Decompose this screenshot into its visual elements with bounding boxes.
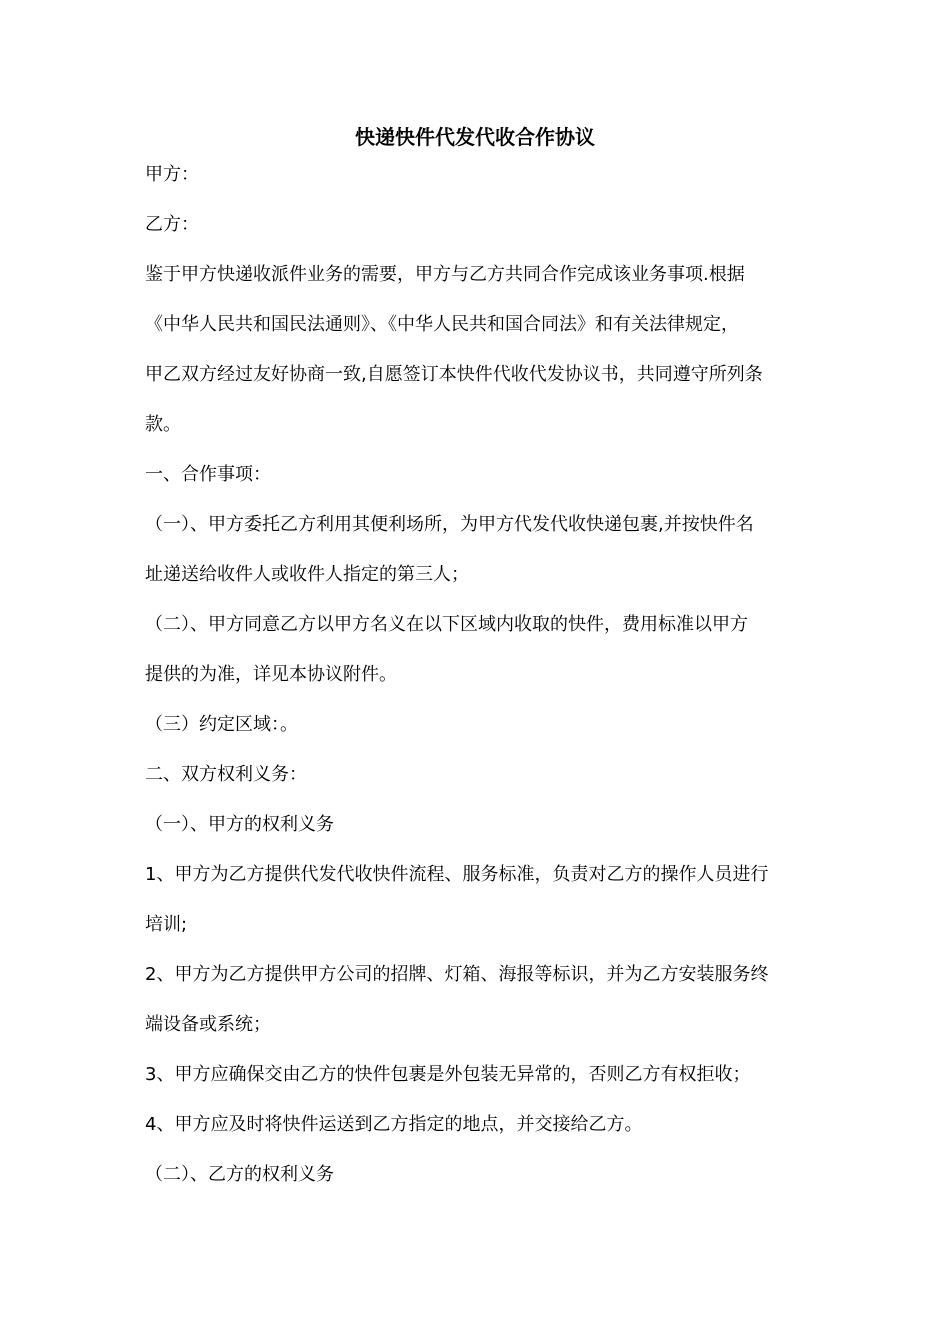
section-heading-cooperation: 一、合作事项： xyxy=(145,464,271,485)
item-a2-line-2: 端设备或系统； xyxy=(145,1014,271,1035)
party-a-line: 甲方： xyxy=(145,164,199,185)
item-a1-line-1: 1、甲方为乙方提供代发代收快件流程、服务标准，负责对乙方的操作人员进行 xyxy=(145,864,769,885)
subsection-party-a-rights: （一）、甲方的权利义务 xyxy=(145,814,334,835)
clause-1-1-line-1: （一）、甲方委托乙方利用其便利场所，为甲方代发代收快递包裹,并按快件名 xyxy=(145,514,754,535)
item-a4: 4、甲方应及时将快件运送到乙方指定的地点，并交接给乙方。 xyxy=(145,1114,643,1135)
preamble-line-4: 款。 xyxy=(145,414,181,435)
item-a2-line-1: 2、甲方为乙方提供甲方公司的招牌、灯箱、海报等标识，并为乙方安装服务终 xyxy=(145,964,769,985)
party-b-line: 乙方： xyxy=(145,214,199,235)
clause-1-2-line-2: 提供的为准，详见本协议附件。 xyxy=(145,664,397,685)
item-a1-line-2: 培训; xyxy=(145,914,188,935)
document-title: 快递快件代发代收合作协议 xyxy=(355,125,595,149)
clause-1-1-line-2: 址递送给收件人或收件人指定的第三人； xyxy=(145,564,469,585)
section-heading-rights: 二、双方权利义务： xyxy=(145,764,307,785)
preamble-line-2: 《中华人民共和国民法通则》、《中华人民共和国合同法》和有关法律规定， xyxy=(145,314,739,335)
preamble-line-1: 鉴于甲方快递收派件业务的需要，甲方与乙方共同合作完成该业务事项.根据 xyxy=(145,264,745,285)
preamble-line-3: 甲乙双方经过友好协商一致,自愿签订本快件代收代发协议书，共同遵守所列条 xyxy=(145,364,763,385)
clause-1-3: （三）约定区域：。 xyxy=(145,714,298,735)
item-a3: 3、甲方应确保交由乙方的快件包裹是外包装无异常的，否则乙方有权拒收； xyxy=(145,1064,751,1085)
subsection-party-b-rights: （二）、乙方的权利义务 xyxy=(145,1164,334,1185)
clause-1-2-line-1: （二）、甲方同意乙方以甲方名义在以下区域内收取的快件，费用标准以甲方 xyxy=(145,614,748,635)
